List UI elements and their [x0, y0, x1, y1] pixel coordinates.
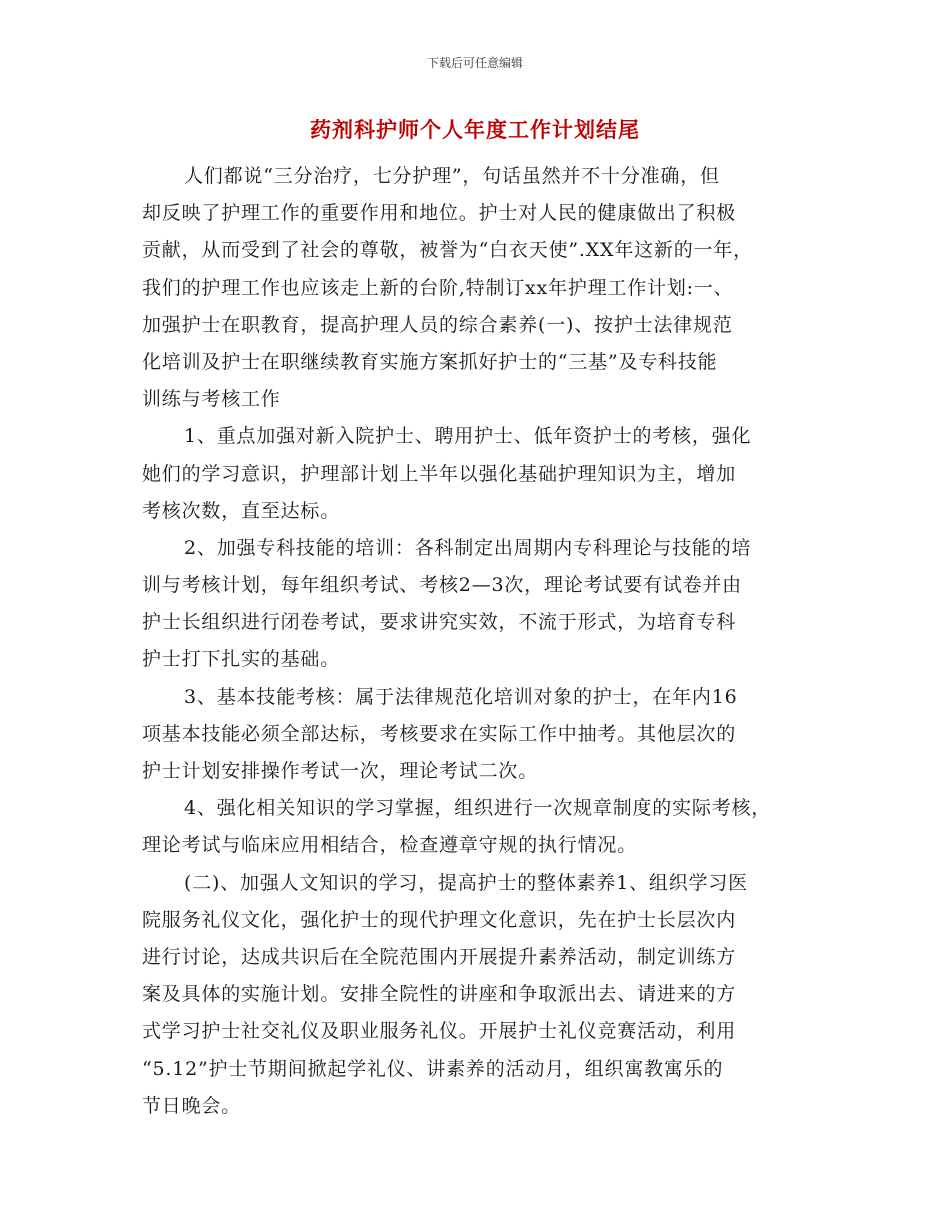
body-line: 贡献，从而受到了社会的尊敬，被誉为“白衣天使”.XX年这新的一年，	[142, 239, 753, 262]
body-line: 她们的学习意识，护理部计划上半年以强化基础护理知识为主，增加	[142, 462, 737, 485]
body-line: 化培训及护士在职继续教育实施方案抓好护士的“三基”及专科技能	[142, 350, 718, 373]
body-line: 项基本技能必须全部达标，考核要求在实际工作中抽考。其他层次的	[142, 722, 737, 745]
body-line: 4、强化相关知识的学习掌握，组织进行一次规章制度的实际考核，	[184, 797, 772, 820]
header-note: 下载后可任意编辑	[426, 56, 523, 70]
body-line: 训与考核计划，每年组织考试、考核2—3次，理论考试要有试卷并由	[142, 574, 742, 597]
body-line: 加强护士在职教育，提高护理人员的综合素养(一)、按护士法律规范	[142, 313, 733, 336]
body-line: 护士计划安排操作考试一次，理论考试二次。	[142, 760, 539, 782]
body-line: 我们的护理工作也应该走上新的台阶,特制订xx年护理工作计划:一、	[142, 276, 734, 299]
body-line: (二)、加强人文知识的学习，提高护士的整体素养1、组织学习医	[184, 871, 748, 894]
body-line: 护士长组织进行闭卷考试，要求讲究实效，不流于形式，为培育专科	[142, 611, 737, 634]
body-line: 人们都说“三分治疗，七分护理”，句话虽然并不十分准确，但	[184, 165, 720, 187]
body-line: 进行讨论，达成共识后在全院范围内开展提升素养活动，制定训练方	[142, 945, 737, 968]
document-body	[142, 158, 822, 1125]
body-line: 2、加强专科技能的培训：各科制定出周期内专科理论与技能的培	[184, 536, 752, 559]
body-line: 1、重点加强对新入院护士、聘用护士、低年资护士的考核，强化	[184, 425, 752, 448]
document-title: 药剂科护师个人年度工作计划结尾	[310, 118, 640, 142]
body-line: 训练与考核工作	[142, 388, 281, 411]
body-line: 3、基本技能考核：属于法律规范化培训对象的护士，在年内16	[184, 685, 738, 708]
body-line: 院服务礼仪文化，强化护士的现代护理文化意识，先在护士长层次内	[142, 908, 737, 931]
body-line: 案及具体的实施计划。安排全院性的讲座和争取派出去、请进来的方	[142, 983, 737, 1006]
body-line: “5.12”护士节期间掀起学礼仪、讲素养的活动月，组织寓教寓乐的	[142, 1057, 724, 1080]
body-line: 护士打下扎实的基础。	[142, 648, 341, 671]
body-line: 节日晚会。	[142, 1094, 242, 1117]
body-line: 却反映了护理工作的重要作用和地位。护士对人民的健康做出了积极	[142, 202, 737, 225]
body-line: 理论考试与临床应用相结合，检查遵章守规的执行情况。	[142, 834, 638, 857]
body-line: 式学习护士社交礼仪及职业服务礼仪。开展护士礼仪竞赛活动，利用	[142, 1020, 737, 1043]
body-line: 考核次数，直至达标。	[142, 499, 341, 522]
